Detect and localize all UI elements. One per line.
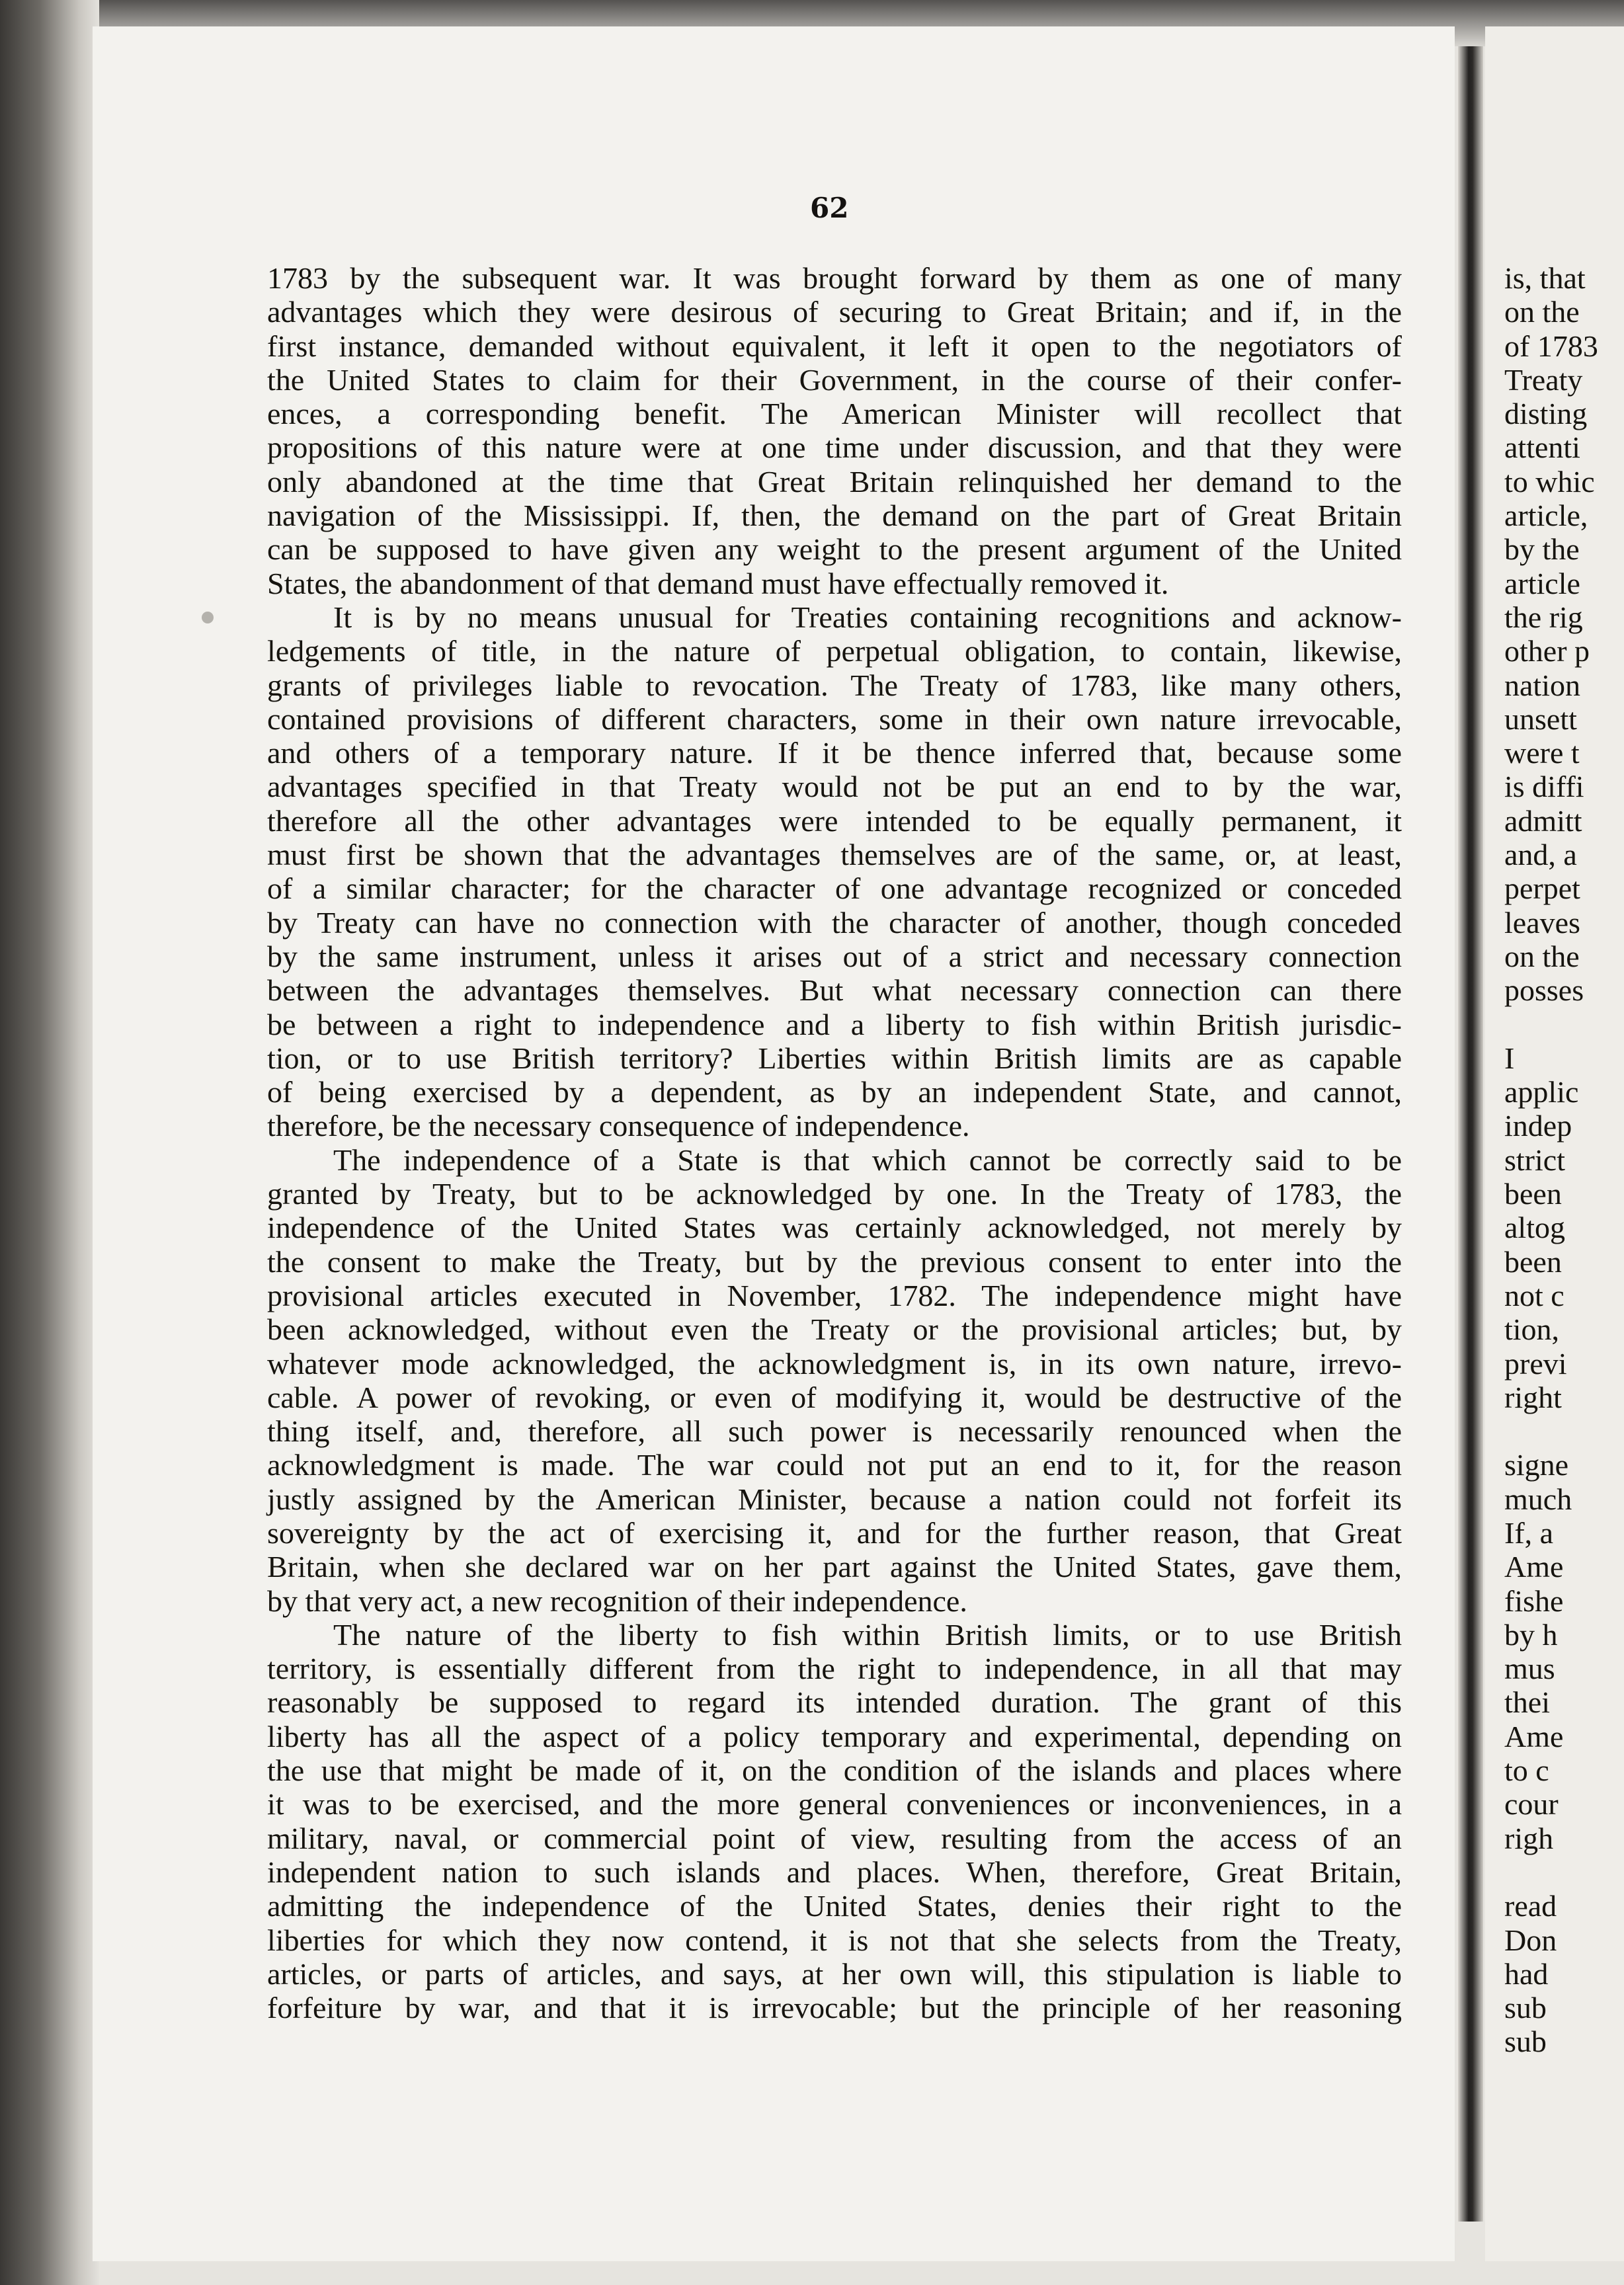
text-line: thing itself, and, therefore, all such power is necessarily renounced when the [267,1414,1402,1449]
text-line: territory, is essentially different from the right to independence, in all that may [267,1652,1402,1686]
text-line: reasonably be supposed to regard its intended duration. The grant of this [267,1685,1402,1720]
facing-text-line: article [1504,566,1580,600]
text-line: be between a right to independence and a liberty to fish within British jurisdic- [267,1007,1402,1041]
facing-text-line: to c [1504,1753,1549,1788]
facing-text-line: indep [1504,1109,1572,1143]
facing-text-line: on the [1504,295,1580,329]
text-line: grants of privileges liable to revocation. The Treaty of 1783, like many others, [267,668,1402,702]
facing-text-line [1504,1855,1624,1889]
facing-text-line: strict [1504,1142,1565,1177]
facing-text-line: previ [1504,1346,1567,1381]
text-line: The independence of a State is that which cannot be correctly said to be [333,1142,1402,1177]
text-line: liberty has all the aspect of a policy temporary and experimental, depending on [267,1719,1402,1753]
facing-text-line [1504,1008,1624,1041]
text-line: it was to be exercised, and the more general conveniences or inconveniences, in a [267,1787,1402,1822]
text-line: 1783 by the subsequent war. It was brought forward by them as one of many [267,261,1402,295]
text-line: articles, or parts of articles, and says, at her own will, this stipulation is liable to [267,1956,1402,1991]
page-number: 62 [810,192,849,224]
facing-text-line: much [1504,1482,1572,1516]
facing-text-line: to whic [1504,464,1595,499]
body-text [267,261,1402,2024]
text-line: between the advantages themselves. But what necessary connection can there [267,973,1402,1008]
facing-text-line: Don [1504,1923,1557,1957]
facing-text-line: altog [1504,1211,1565,1245]
text-line: provisional articles executed in November, 1782. The independence might have [267,1278,1402,1312]
facing-text-line: by h [1504,1617,1558,1652]
text-line: granted by Treaty, but to be acknowledged by one. In the Treaty of 1783, the [267,1177,1402,1211]
facing-text-line [1504,1414,1624,1448]
text-line: advantages which they were desirous of securing to Great Britain; and if, in the [267,295,1402,329]
facing-text-line: read [1504,1889,1557,1923]
facing-text-line: fishe [1504,1583,1564,1618]
facing-text-line: If, a [1504,1515,1554,1550]
text-line: independence of the United States was certainly acknowledged, not merely by [267,1211,1402,1245]
text-line: whatever mode acknowledged, the acknowledgment is, in its own nature, irrevo- [267,1346,1402,1381]
facing-text-line: posses [1504,973,1584,1008]
facing-text-line: been [1504,1177,1562,1211]
facing-page-text [1504,261,1624,2059]
text-line: justly assigned by the American Minister, because a nation could not forfeit its [267,1482,1402,1516]
facing-text-line: tion, [1504,1312,1560,1347]
facing-text-line: mus [1504,1652,1555,1686]
text-line: of being exercised by a dependent, as by an independent State, and cannot, [267,1075,1402,1109]
facing-text-line: perpet [1504,871,1580,906]
text-line: therefore, be the necessary consequence of independence. [267,1109,970,1143]
text-line: ledgements of title, in the nature of perpetual obligation, to contain, likewise, [267,634,1402,668]
facing-text-line: applic [1504,1075,1579,1109]
text-line: The nature of the liberty to fish within British limits, or to use British [333,1617,1402,1652]
text-line: the United States to claim for their Government, in the course of their confer- [267,362,1402,397]
text-line: contained provisions of different characters, some in their own nature irrevocable, [267,702,1402,736]
text-line: sovereignty by the act of exercising it, and for the further reason, that Great [267,1515,1402,1550]
text-line: navigation of the Mississippi. If, then, the demand on the part of Great Britain [267,499,1402,533]
text-line: advantages specified in that Treaty would not be put an end to by the war, [267,770,1402,804]
facing-text-line: attenti [1504,430,1580,465]
text-line: can be supposed to have given any weight to the present argument of the United [267,532,1402,567]
text-line: and others of a temporary nature. If it be thence inferred that, because some [267,736,1402,770]
text-line: tion, or to use British territory? Liberties within British limits are as capable [267,1041,1402,1075]
scan-speck [202,612,214,623]
facing-text-line: Ame [1504,1550,1564,1584]
text-line: only abandoned at the time that Great Britain relinquished her demand to the [267,464,1402,499]
facing-text-line: not c [1504,1278,1564,1312]
facing-text-line: righ [1504,1821,1554,1855]
facing-text-line: cour [1504,1787,1559,1822]
text-line: liberties for which they now contend, it is not that she selects from the Treaty, [267,1923,1402,1957]
facing-text-line: leaves [1504,905,1580,940]
facing-text-line: had [1504,1956,1549,1991]
text-line: the use that might be made of it, on the condition of the islands and places where [267,1753,1402,1788]
facing-text-line: other p [1504,634,1590,668]
facing-text-line: been [1504,1244,1562,1279]
facing-text-line: I [1504,1041,1515,1075]
scan-left-edge [0,0,99,2285]
text-line: must first be shown that the advantages themselves are of the same, or, at least, [267,838,1402,872]
facing-text-line: unsett [1504,702,1577,736]
facing-text-line: right [1504,1380,1562,1414]
text-line: It is by no means unusual for Treaties containing recognitions and acknow- [333,600,1402,634]
facing-text-line: and, a [1504,838,1577,872]
text-line: forfeiture by war, and that it is irrevocable; but the principle of her reasoning [267,1991,1402,2025]
text-line: Britain, when she declared war on her part against the United States, gave them, [267,1550,1402,1584]
facing-text-line: were t [1504,736,1580,770]
text-line: admitting the independence of the United States, denies their right to the [267,1889,1402,1923]
facing-text-line: is diffi [1504,770,1584,804]
book-gutter [1458,46,1483,2222]
text-line: military, naval, or commercial point of view, resulting from the access of an [267,1821,1402,1855]
text-line: of a similar character; for the character of one advantage recognized or conceded [267,871,1402,906]
facing-text-line: admitt [1504,803,1582,838]
text-line: been acknowledged, without even the Treaty or the provisional articles; but, by [267,1312,1402,1347]
text-line: propositions of this nature were at one time under discussion, and that they were [267,430,1402,465]
text-line: first instance, demanded without equivalent, it left it open to the negotiators of [267,329,1402,363]
text-line: by the same instrument, unless it arises out of a strict and necessary connection [267,939,1402,973]
facing-text-line: article, [1504,499,1588,533]
facing-text-line: Treaty [1504,362,1583,397]
facing-text-line: on the [1504,939,1580,973]
text-line: independent nation to such islands and places. When, therefore, Great Britain, [267,1855,1402,1889]
text-line: acknowledgment is made. The war could not put an end to it, for the reason [267,1448,1402,1482]
text-line: the consent to make the Treaty, but by the previous consent to enter into the [267,1244,1402,1279]
facing-text-line: is, that [1504,261,1586,295]
text-line: therefore all the other advantages were intended to be equally permanent, it [267,803,1402,838]
facing-text-line: thei [1504,1685,1550,1720]
facing-text-line: signe [1504,1448,1569,1482]
facing-text-line: of 1783 [1504,329,1598,363]
text-line: cable. A power of revoking, or even of modifying it, would be destructive of the [267,1380,1402,1414]
facing-text-line: sub [1504,2024,1547,2059]
text-line: States, the abandonment of that demand must have effectually removed it. [267,566,1169,600]
facing-text-line: Ame [1504,1719,1564,1753]
text-line: ences, a corresponding benefit. The American Minister will recollect that [267,397,1402,431]
facing-text-line: nation [1504,668,1580,702]
facing-text-line: disting [1504,397,1588,431]
text-line: by Treaty can have no connection with the character of another, though conceded [267,905,1402,940]
facing-text-line: sub [1504,1991,1547,2025]
text-line: by that very act, a new recognition of their independence. [267,1583,967,1618]
facing-text-line: the rig [1504,600,1583,634]
facing-text-line: by the [1504,532,1580,567]
